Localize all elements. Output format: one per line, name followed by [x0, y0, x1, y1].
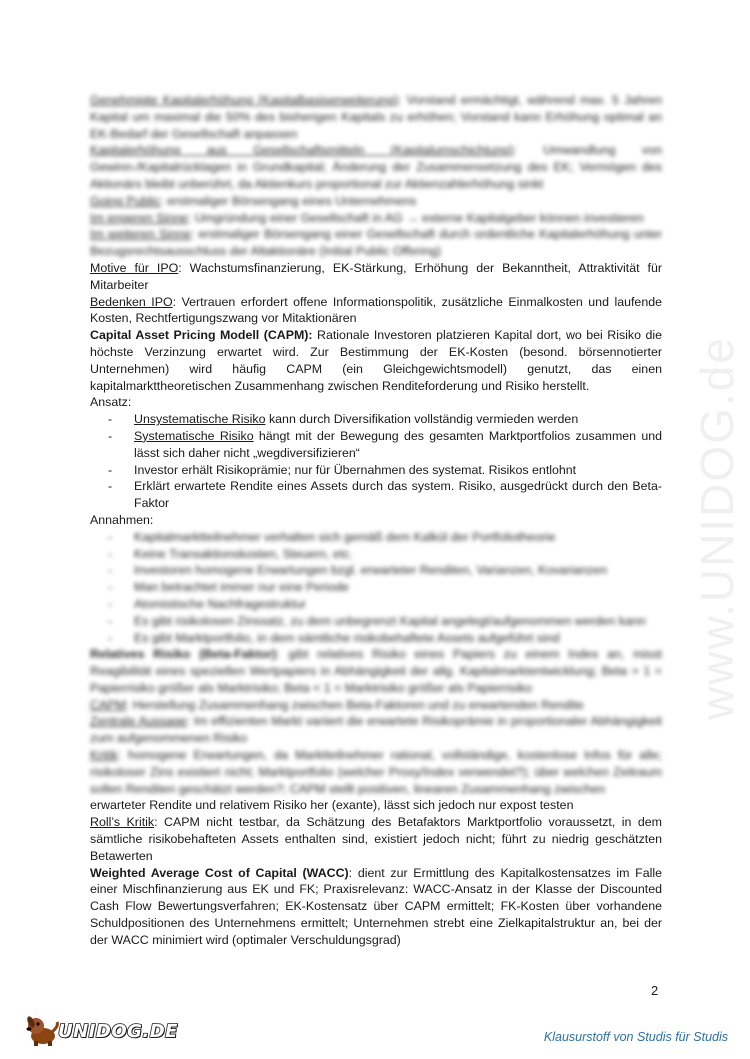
term: Unsystematische Risiko [134, 412, 266, 427]
ansatz-list [90, 411, 662, 512]
page-number: 2 [651, 983, 659, 998]
list-item: - Es gibt risikolosen Zinssatz, zu dem unbegrenzt Kapital angelegt/aufgenommen werden kann [134, 613, 662, 630]
paragraph-wacc [90, 865, 662, 949]
term: Kapitalerhöhung aus Gesellschaftsmitteln (Kapitalumschichtung) [90, 143, 514, 158]
definition: Investor erhält Risikoprämie; nur für Übernahmen des systemat. Risikos entlohnt [134, 462, 577, 477]
term: Roll’s Kritik [90, 815, 155, 830]
logo-text: UNIDOG.DE [58, 1021, 178, 1042]
term: CAPM [90, 697, 126, 712]
list-item: - Es gibt Marktportfolio, in dem sämtliche risikobehaftete Assets aufgeführt sind [134, 630, 662, 647]
paragraph-capm [90, 327, 662, 394]
term: Going Public [90, 193, 161, 208]
paragraph-bedenken-ipo [90, 294, 662, 328]
term: Genehmigte Kapitalerhöhung (Kapitalbasiserweiterung) [90, 93, 398, 107]
definition: : Herstellung Zusammenhang zwischen Beta-Faktoren und zu erwartenden Rendite [125, 697, 584, 712]
blurred-section-top [90, 92, 662, 260]
list-item [134, 462, 662, 479]
paragraph [90, 646, 662, 696]
annahmen-list [90, 529, 662, 647]
definition: : erstmaliger Börsengang eines Unternehmens [160, 193, 417, 208]
definition: : Vorstand ermächtigt, während max. 5 Jahren Kapital um maximal die 50% des bisherigen Kapitals zu erhöhen; Vorstand kann Erhöhung optimal an EK-Bedarf der Gesellschaft anpassen [90, 93, 662, 141]
definition: : homogene Erwartungen, da Marktteilnehmer rational, vollständige, kostenlose Infos für alle; risikoloser Zins existiert nicht; Marktportfolio (welcher Proxy/Index verwendet?); über welchen Zeitraum sollen Renditen geschätzt werden?; CAPM stellt positiven, linearen Zusammenhang zwischen [90, 748, 662, 796]
term: Im engeren Sinne [90, 210, 188, 225]
label-annahmen: Annahmen: [90, 512, 154, 527]
paragraph [90, 226, 662, 260]
paragraph [90, 210, 662, 227]
definition: kann durch Diversifikation vollständig vermieden werden [265, 412, 579, 427]
list-item: - Atomistische Nachfragestruktur [134, 596, 662, 613]
term: Kritik [90, 748, 118, 763]
document-body [90, 92, 662, 949]
list-item: - Man betrachtet immer nur eine Periode [134, 579, 662, 596]
list-item: - Investoren homogene Erwartungen bzgl. erwarteter Renditen, Varianzen, Kovarianzen [134, 562, 662, 579]
term: Capital Asset Pricing Modell (CAPM): [90, 328, 313, 343]
dog-icon [24, 1012, 62, 1051]
paragraph-motive-ipo [90, 260, 662, 294]
paragraph [90, 142, 662, 192]
definition: Erklärt erwartete Rendite eines Assets durch das system. Risiko, ausgedrückt durch den Beta-Faktor [134, 479, 662, 511]
definition: : erstmaliger Börsengang einer Gesellschaft durch ordentliche Kapitalerhöhung unter Bezugsrechtsausschluss der Altaktionäre (Initial Public Offering) [90, 227, 662, 259]
list-item: - Kapitalmarktteilnehmer verhalten sich gemäß dem Kalkül der Portfoliotheorie [134, 529, 662, 546]
definition: : gibt relatives Risiko eines Papiers zu einem Index an, misst Reagibilität eines speziellen Wertpapiers in Abhängigkeit der allg. Kapitalmarktentwicklung; Beta > 1 = Papierrisiko größer als Marktrisiko; Beta < 1 = Marktrisiko größer als Papierrisiko [90, 647, 662, 695]
list-item [134, 428, 662, 462]
definition: hängt mit der Bewegung des gesamten Marktportfolios zusammen und lässt sich daher nicht „wegdiversifizieren“ [134, 428, 663, 460]
unidog-logo [24, 1012, 178, 1051]
list-item [134, 411, 662, 428]
paragraph [90, 193, 662, 210]
term: Motive für IPO [90, 260, 179, 275]
blurred-section-mid [90, 646, 662, 797]
footer-slogan: Klausurstoff von Studis für Studis [543, 1030, 728, 1044]
label-ansatz: Ansatz: [90, 395, 132, 410]
term: Im weiteren Sinne [90, 227, 191, 242]
term: Systematische Risiko [134, 428, 254, 443]
list-item [134, 478, 662, 512]
definition: : CAPM nicht testbar, da Schätzung des Betafaktors Marktportfolio voraussetzt, in dem sämtliche risikobehafteten Assets enthalten sind, existiert jedoch nicht; führt zu niedrig geschätzten Betawerten [90, 815, 663, 863]
definition: : Im effizienten Markt variiert die erwartete Risikoprämie in proportionaler Abhängigkeit zum aufgenommenen Risiko [90, 714, 663, 746]
paragraph [90, 713, 662, 747]
definition: : Wachstumsfinanzierung, EK-Stärkung, Erhöhung der Bekanntheit, Attraktivität für Mitarbeiter [90, 260, 662, 292]
definition: : Umwandlung von Gewinn-/Kapitalrücklagen in Grundkapital; Änderung der Zusammensetzung des EK; Vermögen des Aktionärs bleibt unberührt, da Aktienkurs proportional zur Aktienzahlerhöhung sinkt [90, 143, 663, 191]
term: Zentrale Aussage [90, 714, 187, 729]
paragraph [90, 92, 662, 142]
definition: : Umgründung einer Gesellschaft in AG → externe Kapitalgeber können investieren [187, 210, 644, 225]
paragraph-rolls-kritik [90, 814, 662, 864]
term: Bedenken IPO [90, 294, 173, 309]
paragraph [90, 697, 662, 714]
term: Relatives Risiko (Beta-Faktor) [90, 647, 277, 662]
term: Weighted Average Cost of Capital (WACC) [90, 865, 349, 880]
paragraph-kritik-tail: erwarteter Rendite und relativem Risiko her (exante), lässt sich jedoch nur expost testen [90, 798, 574, 813]
definition: : Vertrauen erfordert offene Informationspolitik, zusätzliche Einmalkosten und laufende Kosten, Rechtfertigungszwang vor Mitaktionären [90, 294, 663, 326]
definition: Rationale Investoren platzieren Kapital dort, wo bei Risiko die höchste Verzinzung erwartet wird. Zur Bestimmung der EK-Kosten (besond. börsennotierter Unternehmen) wird häufig CAPM (ein Gleichgewichtsmodell) genutzt, das einen kapitalmarkttheoretischen Zusammenhang zwischen Renditeforderung und Risiko herstellt. [90, 328, 662, 393]
list-item: - Keine Transaktionskosten, Steuern, etc. [134, 546, 662, 563]
definition: : dient zur Ermittlung des Kapitalkostensatzes im Falle einer Mischfinanzierung aus EK und FK; Praxisrelevanz: WACC-Ansatz in der Klasse der Discounted Cash Flow Bewertungsverfahren; EK-Kostensatz über CAPM ermittelt; FK-Kosten über vorhandene Schuldpositionen des Unternehmens ermittelt; Unternehmen strebt eine Zielkapitalstruktur an, bei der der WACC minimiert wird (optimaler Verschuldungsgrad) [90, 865, 662, 947]
watermark-text: www.UNIDOG.de [691, 336, 743, 720]
paragraph [90, 747, 662, 797]
